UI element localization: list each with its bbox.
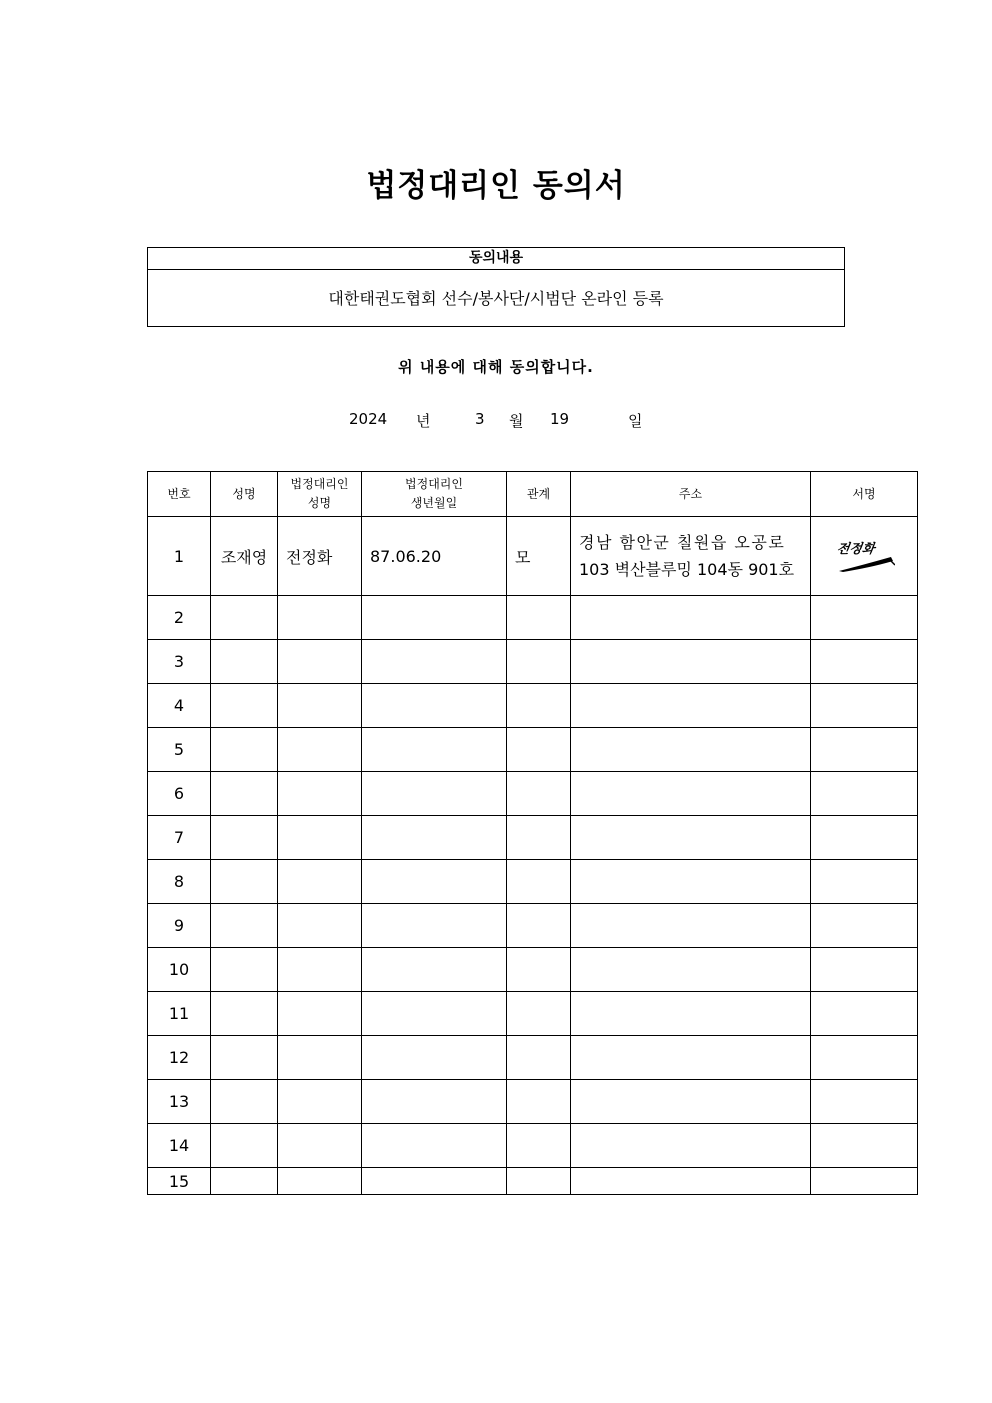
date-month-label: 월 bbox=[509, 412, 524, 430]
header-guardian-birth-line1: 법정대리인 bbox=[405, 477, 463, 491]
header-guardian-birth-line2: 생년월일 bbox=[410, 496, 458, 510]
date-year-label: 년 bbox=[416, 412, 431, 430]
table-row bbox=[148, 640, 918, 684]
cell-signature bbox=[811, 517, 918, 596]
table-row bbox=[148, 992, 918, 1036]
table-header-row bbox=[148, 472, 918, 517]
cell-number: 12 bbox=[148, 1036, 211, 1080]
agreement-statement: 위 내용에 대해 동의합니다. bbox=[398, 358, 594, 376]
table-row bbox=[148, 860, 918, 904]
table-row bbox=[148, 1124, 918, 1168]
cell-number: 9 bbox=[148, 904, 211, 948]
header-number: 번호 bbox=[148, 472, 211, 517]
date-month: 3 bbox=[475, 410, 485, 428]
date-line bbox=[0, 410, 992, 432]
cell-number: 4 bbox=[148, 684, 211, 728]
handwritten-signature bbox=[833, 535, 895, 573]
table-row bbox=[148, 772, 918, 816]
header-guardian-name-line2: 성명 bbox=[307, 496, 332, 510]
cell-address bbox=[571, 517, 811, 596]
cell-number: 13 bbox=[148, 1080, 211, 1124]
header-name: 성명 bbox=[211, 472, 278, 517]
table-row bbox=[148, 948, 918, 992]
table-row bbox=[148, 1036, 918, 1080]
cell-relation: 모 bbox=[507, 517, 571, 596]
cell-number: 5 bbox=[148, 728, 211, 772]
cell-name: 조재영 bbox=[211, 517, 278, 596]
date-day-label: 일 bbox=[628, 412, 643, 430]
consent-box bbox=[147, 247, 845, 327]
document-title: 법정대리인 동의서 bbox=[366, 168, 626, 204]
header-guardian-name bbox=[278, 472, 362, 517]
header-signature: 서명 bbox=[811, 472, 918, 517]
address-line-1: 경남 함안군 칠원읍 오공로 bbox=[579, 533, 786, 552]
signature-text: 전정화 bbox=[835, 542, 876, 557]
header-relation: 관계 bbox=[507, 472, 571, 517]
cell-number: 11 bbox=[148, 992, 211, 1036]
cell-number: 2 bbox=[148, 596, 211, 640]
table-row bbox=[148, 816, 918, 860]
cell-number: 6 bbox=[148, 772, 211, 816]
address-line-2: 103 벽산블루밍 104동 901호 bbox=[579, 560, 795, 579]
header-guardian-name-line1: 법정대리인 bbox=[290, 477, 349, 491]
table-row bbox=[148, 1168, 918, 1195]
consent-header: 동의내용 bbox=[148, 248, 844, 270]
cell-number: 10 bbox=[148, 948, 211, 992]
table-row bbox=[148, 1080, 918, 1124]
table-row bbox=[148, 728, 918, 772]
cell-number: 1 bbox=[148, 517, 211, 596]
cell-number: 15 bbox=[148, 1168, 211, 1195]
consent-content: 대한태권도협회 선수/봉사단/시범단 온라인 등록 bbox=[328, 289, 664, 308]
cell-number: 8 bbox=[148, 860, 211, 904]
cell-number: 14 bbox=[148, 1124, 211, 1168]
date-year: 2024 bbox=[349, 410, 388, 428]
cell-number: 3 bbox=[148, 640, 211, 684]
table-row bbox=[148, 904, 918, 948]
table-row bbox=[148, 596, 918, 640]
registration-table bbox=[147, 471, 918, 1195]
date-day: 19 bbox=[550, 410, 570, 428]
header-guardian-birth bbox=[362, 472, 507, 517]
header-address: 주소 bbox=[571, 472, 811, 517]
table-row bbox=[148, 684, 918, 728]
cell-guardian-name: 전정화 bbox=[278, 517, 362, 596]
cell-guardian-birth: 87.06.20 bbox=[362, 517, 507, 596]
cell-number: 7 bbox=[148, 816, 211, 860]
table-row bbox=[148, 517, 918, 596]
